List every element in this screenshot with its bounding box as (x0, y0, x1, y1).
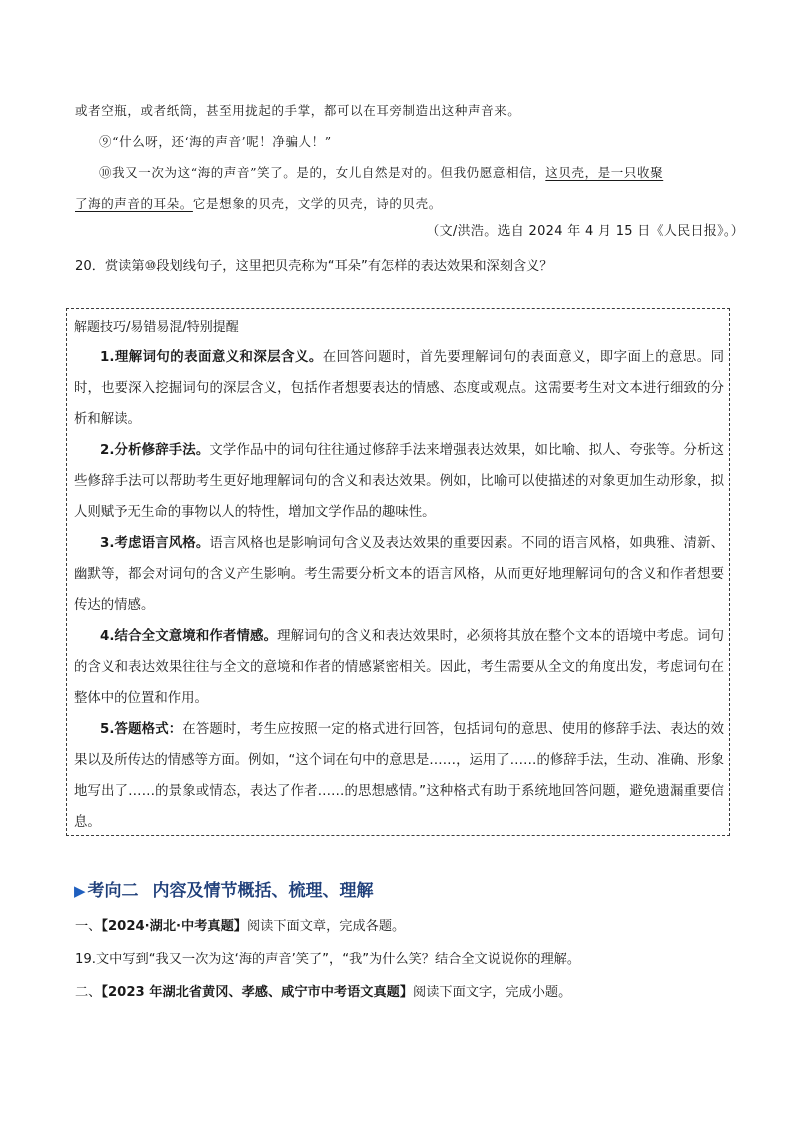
section-label: 考向二 (87, 881, 139, 901)
item-one (75, 917, 405, 937)
section-title: 内容及情节概括、梳理、理解 (152, 881, 374, 901)
triangle-right-icon: ▶ (74, 882, 86, 900)
story-paragraph-10-text: ⑩我又一次为这“海的声音”笑了。是的，女儿自然是对的。但我仍愿意相信， (99, 165, 546, 180)
tips-title: 解题技巧/易错易混/特别提醒 (74, 320, 239, 335)
story-paragraph-9: ⑨“什么呀，还‘海的声音’呢！净骗人！” (99, 134, 332, 149)
underlined-sentence-part-1: 这贝壳，是一只收聚 (545, 165, 664, 180)
tip-item (74, 342, 724, 435)
tip-body: 在回答问题时，首先要理解词句的表面意义，即字面上的意思。同时，也要深入挖掘词句的深层含义，包括作者想要表达的情感、态度或观点。这需要考生对文本进行细致的分析和解读。 (74, 350, 724, 427)
tip-item (74, 435, 724, 528)
tip-body: 语言风格也是影响词句含义及表达效果的重要因素。不同的语言风格，如典雅、清新、幽默等，都会对词句的含义产生影响。考生需要分析文本的语言风格，从而更好地理解词句的含义和作者想要传达的情感。 (74, 536, 724, 613)
tip-heading: 4.结合全文意境和作者情感。 (100, 629, 278, 644)
story-line: 或者空瓶，或者纸筒，甚至用拢起的手掌，都可以在耳旁制造出这种声音来。 (75, 103, 521, 118)
tip-item (74, 621, 724, 714)
story-paragraph-10-line-1 (99, 158, 730, 188)
tip-body: 在答题时，考生应按照一定的格式进行回答，包括词句的意思、使用的修辞手法、表达的效果以及所传达的情感等方面。例如，“这个词在句中的意思是……，运用了……的修辞手法，生动、准确、形象地写出了……的景象或情态，表达了作者……的思想感情。”这种格式有助于系统地回答问题，避免遗漏重要信息。 (74, 722, 724, 830)
tip-heading: 2.分析修辞手法。 (100, 443, 210, 458)
item-source-tag: 【2023 年湖北省黄冈、孝感、咸宁市中考语文真题】 (101, 985, 414, 1000)
section-heading (74, 876, 374, 901)
tip-heading: 3.考虑语言风格。 (100, 536, 210, 551)
item-two (75, 983, 571, 1003)
tip-heading: 5.答题格式： (100, 722, 183, 737)
question-20: 20．赏读第⑩段划线句子，这里把贝壳称为“耳朵”有怎样的表达效果和深刻含义？ (75, 259, 553, 274)
item-instruction: 阅读下面文章，完成各题。 (247, 919, 406, 934)
item-number: 二、 (75, 985, 102, 1000)
item-number: 一、 (75, 919, 102, 934)
item-instruction: 阅读下面文字，完成小题。 (413, 985, 572, 1000)
tip-body: 文学作品中的词句往往通过修辞手法来增强表达效果，如比喻、拟人、夸张等。分析这些修辞手法可以帮助考生更好地理解词句的含义和表达效果。例如，比喻可以使描述的对象更加生动形象，拟人则赋予无生命的事物以人的特性，增加文学作品的趣味性。 (74, 443, 724, 520)
tip-heading: 1.理解词句的表面意义和深层含义。 (100, 350, 323, 365)
tip-item (74, 528, 724, 621)
item-source-tag: 【2024·湖北·中考真题】 (101, 919, 247, 934)
tip-item (74, 714, 724, 838)
underlined-sentence-part-2: 了海的声音的耳朵。 (75, 196, 193, 211)
source-citation: （文/洪浩。选自 2024 年 4 月 15 日《人民日报》。） (426, 224, 744, 239)
story-paragraph-10-line-2 (75, 189, 730, 219)
story-paragraph-10-text-end: 它是想象的贝壳，文学的贝壳，诗的贝壳。 (192, 196, 442, 211)
tip-body: 理解词句的含义和表达效果时，必须将其放在整个文本的语境中考虑。词句的含义和表达效果往往与全文的意境和作者的情感紧密相关。因此，考生需要从全文的角度出发，考虑词句在整体中的位置和作用。 (74, 629, 725, 706)
question-19: 19.文中写到“我又一次为这‘海的声音’笑了”，“我”为什么笑？结合全文说说你的理解。 (75, 952, 581, 967)
